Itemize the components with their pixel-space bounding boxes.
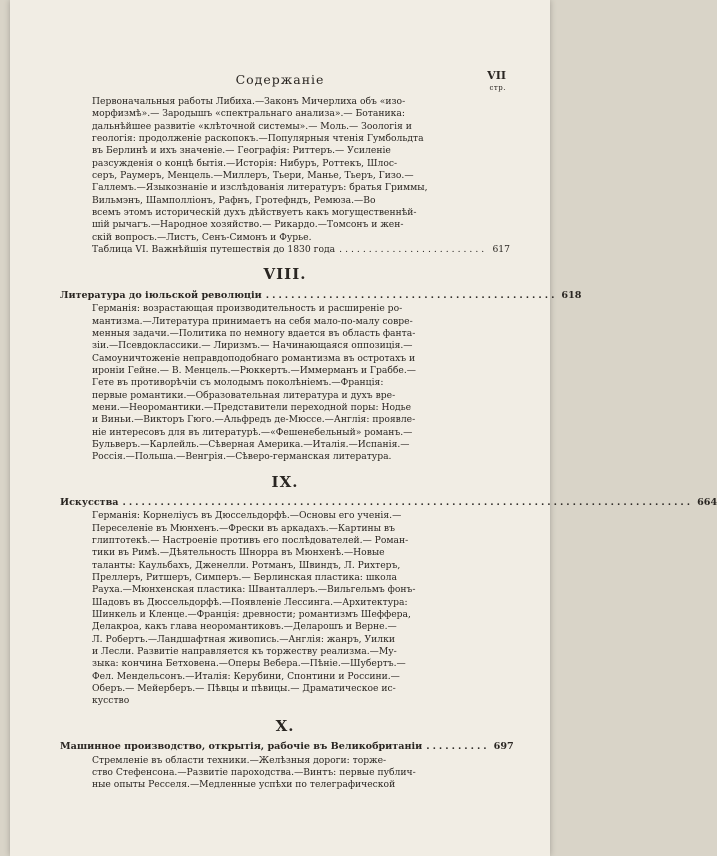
text-line: Гете въ противорѣчіи съ молодымъ поколѣніемъ.—Франція: <box>92 377 384 389</box>
text-line: серъ, Раумеръ, Менцель.—Миллеръ, Тьери, Манье, Тьеръ, Гизо.— <box>92 170 414 182</box>
text-line: Делакроа, какъ глава неоромантиковъ.—Деларошъ и Верне.— <box>92 621 397 633</box>
text-line: и Лесли. Развитіе направляется къ торжеству реализма.—Му- <box>92 646 397 658</box>
text-line: морфизмѣ».— Зародышъ «спектральнаго анализа».— Ботаника: <box>92 108 405 120</box>
text-line: Переселеніе въ Мюнхенъ.—Фрески въ аркадахъ.—Картины въ <box>92 522 395 534</box>
text-line: ные опыты Ресселя.—Медленные успѣхи по телеграфической <box>92 779 396 791</box>
text-line: въ Берлинѣ и ихъ значеніе.— Географія: Риттеръ.— Усиленіе <box>92 145 391 157</box>
text-line: разсужденія о концѣ бытія.—Исторія: Нибуръ, Роттекъ, Шлос- <box>92 157 398 169</box>
text-line: Самоуничтоженіе неправдоподобнаго романтизма въ остротахъ и <box>92 352 416 364</box>
book-page <box>10 0 717 856</box>
text-line: мантизма.—Литература принимаетъ на себя мало-по-малу совре- <box>92 315 413 327</box>
section-heading <box>60 496 717 509</box>
table-entry-label: Таблица VI. Важнѣйшія путешествія до 1830 года <box>92 244 336 256</box>
section-heading <box>60 289 582 302</box>
text-line: скій вопросъ.—Листъ, Сенъ-Симонъ и Фурье. <box>92 231 312 243</box>
text-line: геологія: продолженіе раскопокъ.—Популярныя чтенія Гумбольдта <box>92 133 424 145</box>
text-line: ніе интересовъ для въ литературѣ.—«Фешенебельный» романъ.— <box>92 426 413 438</box>
text-line: Германія: Корнеліусъ въ Дюссельдорфѣ.—Основы его ученія.— <box>92 510 402 522</box>
dot-leader: .......................................................................................... <box>122 496 694 508</box>
section-body <box>80 755 510 792</box>
section-page: 618 <box>561 289 582 301</box>
section-page: 664 <box>697 496 717 508</box>
text-line: зіи.—Псевдоклассики.— Лиризмъ.— Начинающаяся оппозиція.— <box>92 340 413 352</box>
section-body <box>80 510 510 708</box>
dot-leader: ......................... <box>339 244 488 256</box>
text-line: Рауха.—Мюнхенская пластика: Шванталлеръ.—Вильгельмъ фонъ- <box>92 584 416 596</box>
text-line: мени.—Неоромантики.—Представители переходной поры: Нодье <box>92 401 412 413</box>
table-entry-page: 617 <box>492 244 510 256</box>
text-line: Шинкель и Кленце.—Франція: древности; романтизмъ Шеффера, <box>92 609 411 621</box>
text-line: таланты: Каульбахъ, Дженелли. Ротманъ, Швиндъ, Л. Рихтеръ, <box>92 559 401 571</box>
text-line: Вильмэнъ, Шамполліонъ, Рафнъ, Гротефндъ, Ремюза.—Во <box>92 194 376 206</box>
text-line: Л. Робертъ.—Ландшафтная живопись.—Англія: жанръ, Уилки <box>92 633 395 645</box>
section-number: IX. <box>271 472 299 491</box>
page-column-label: стр. <box>489 84 506 92</box>
text-line: дальнѣйшее развитіе «клѣточной системы».— Моль.— Зоологія и <box>92 120 412 132</box>
text-line: менныя задачи.—Политика по немногу вдается въ область фанта- <box>92 327 416 339</box>
text-line: Первоначальныя работы Либиха.—Законъ Мичерлиха объ «изо- <box>92 96 406 107</box>
section-body <box>80 303 510 463</box>
dot-leader: .............................................. <box>265 289 558 301</box>
section-page: 697 <box>493 741 514 753</box>
text-line: Галлемъ.—Языкознаніе и изслѣдованія литературъ: братья Гриммы, <box>92 182 428 194</box>
text-line: Фел. Мендельсонъ.—Италія: Керубини, Спонтини и Россини.— <box>92 670 400 682</box>
section-number: VIII. <box>263 265 307 284</box>
text-line: зыка: кончина Бетховена.—Оперы Вебера.—Пѣніе.—Шубертъ.— <box>92 658 406 670</box>
text-line: кусство <box>92 695 130 707</box>
dot-leader: .......... <box>426 741 490 753</box>
text-line: Оберъ.— Мейерберъ.— Пѣвцы и пѣвицы.— Драматическое ис- <box>92 683 396 695</box>
intro-paragraph <box>80 96 510 244</box>
text-line: ироніи Гейне.— В. Менцель.—Рюккертъ.—Иммерманъ и Граббе.— <box>92 364 416 376</box>
text-line: шій рычагъ.—Народное хозяйство.— Рикардо.—Томсонъ и жен- <box>92 219 404 231</box>
section-title: Искусства <box>60 496 119 508</box>
page-number: VII <box>487 69 506 82</box>
section-number: X. <box>275 716 295 735</box>
page-header-title: Содержаніе <box>235 72 325 87</box>
text-line: Бульверъ.—Карлейль.—Сѣверная Америка.—Италія.—Испанія.— <box>92 438 410 450</box>
section-title: Литература до іюльской революціи <box>60 289 262 301</box>
section-heading <box>60 741 514 753</box>
text-line: и Виньи.—Викторъ Гюго.—Альфредъ де-Мюссе.—Англія: проявле- <box>92 414 416 426</box>
text-line: ство Стефенсона.—Развитіе пароходства.—Винтъ: первые публич- <box>92 766 416 778</box>
text-line: Стремленіе въ области техники.—Желѣзныя дороги: торже- <box>92 754 387 766</box>
text-line: Россія.—Польша.—Венгрія.—Сѣверо-германская литература. <box>92 451 392 463</box>
toc-content <box>60 96 717 792</box>
table-entry <box>92 244 510 256</box>
text-line: всемъ этомъ историческій духъ дѣйствуетъ какъ могущественнѣй- <box>92 207 417 219</box>
text-line: Преллеръ, Ритшеръ, Симперъ.— Берлинская пластика: школа <box>92 572 397 584</box>
text-line: тики въ Римѣ.—Дѣятельность Шнорра въ Мюнхенѣ.—Новые <box>92 547 385 559</box>
text-line: Шадовъ въ Дюссельдорфѣ.—Появленіе Лессинга.—Архитектура: <box>92 596 408 608</box>
text-line: первые романтики.—Образовательная литература и духъ вре- <box>92 389 396 401</box>
section-title: Машинное производство, открытія, рабочіе въ Великобританіи <box>60 741 423 753</box>
text-line: Германія: возрастающая производительность и расширеніе ро- <box>92 303 403 315</box>
text-line: глиптотекѣ.— Настроеніе противъ его послѣдователей.— Роман- <box>92 535 409 546</box>
